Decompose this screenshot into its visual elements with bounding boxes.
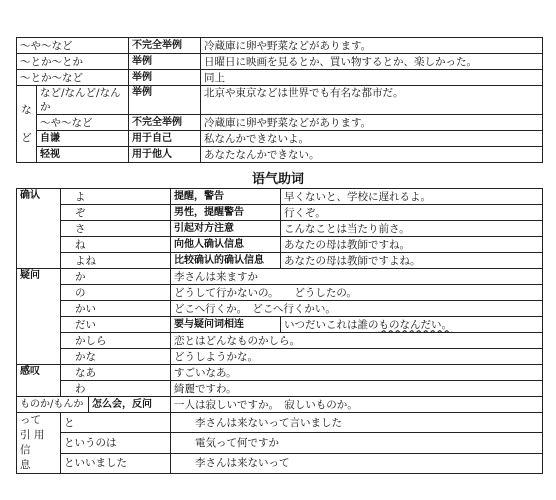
particle-cell: ね <box>61 237 171 253</box>
particle-cell: といいました <box>61 453 171 473</box>
particle-cell: かな <box>61 349 171 365</box>
pattern-cell: 〜とか〜など <box>17 70 129 86</box>
pattern-cell: 〜や〜など <box>17 38 129 54</box>
example-cell: あなたなんかできない。 <box>201 147 543 163</box>
table-row <box>17 54 543 70</box>
usage-cell: 比较确认的确认信息 <box>171 253 281 269</box>
example-cell: 李さんは来ないって言いました <box>171 413 543 433</box>
group-label-question: 疑问 <box>17 269 61 365</box>
table-row <box>17 433 543 453</box>
particle-cell: だい <box>61 317 171 333</box>
example-cell: 李さんは来ますか <box>171 269 543 285</box>
particle-cell: と <box>61 413 171 433</box>
particle-cell: よ <box>61 189 171 205</box>
table-row <box>17 365 543 381</box>
table-row <box>17 333 543 349</box>
particle-table-lower <box>16 188 543 474</box>
table-row <box>17 285 543 301</box>
particle-cell: かしら <box>61 333 171 349</box>
example-plain: いつだいこれは誰の <box>284 318 379 331</box>
table-row <box>17 147 543 163</box>
example-cell: 李さんは来ないって <box>171 453 543 473</box>
table-row <box>17 453 543 473</box>
example-cell: どこへ行くか。 どこへ行くかい。 <box>171 301 543 317</box>
example-cell: すごいなあ。 <box>171 365 543 381</box>
particle-cell: の <box>61 285 171 301</box>
usage-cell: 要与疑问词相连 <box>171 317 281 333</box>
example-cell: 行くぞ。 <box>281 205 543 221</box>
table-row <box>17 70 543 86</box>
particle-table-upper <box>16 37 543 163</box>
usage-cell: 举例 <box>129 54 201 70</box>
particle-cell: よね <box>61 253 171 269</box>
section-title: 语气助词 <box>251 172 304 187</box>
example-cell: 同上 <box>201 70 543 86</box>
table-row <box>17 381 543 397</box>
pattern-cell: 〜や〜など <box>37 115 129 131</box>
table-row <box>17 317 543 333</box>
example-cell: 一人は寂しいですか。 寂しいものか。 <box>171 397 543 413</box>
particle-cell: わ <box>61 381 171 397</box>
table-row <box>17 115 543 131</box>
table-row <box>17 205 543 221</box>
pattern-cell: ものか/もんか <box>17 397 89 413</box>
example-cell: あなたの母は教師ですね。 <box>281 237 543 253</box>
table-row <box>17 397 543 413</box>
example-cell: どうして行かないの。 どうしたの。 <box>171 285 543 301</box>
example-cell: どうしようかな。 <box>171 349 543 365</box>
usage-cell: 男性，提醒警告 <box>171 205 281 221</box>
table-row <box>17 221 543 237</box>
table-row <box>17 269 543 285</box>
nado-label-top: な <box>21 104 32 116</box>
usage-cell: 向他人确认信息 <box>171 237 281 253</box>
example-cell: 日曜日に映画を見るとか、買い物するとか、楽しかった。 <box>201 54 543 70</box>
example-cell: 冷蔵庫に卵や野菜などがあります。 <box>201 115 543 131</box>
particle-cell: というのは <box>61 433 171 453</box>
usage-cell: 用于他人 <box>129 147 201 163</box>
example-cell: こんなことは当たり前さ。 <box>281 221 543 237</box>
example-cell: 電気って何ですか <box>171 433 543 453</box>
group-label-quote: って 引 用 信 息 <box>17 413 61 474</box>
table-row <box>17 189 543 205</box>
example-cell: 北京や東京などは世界でも有名な都市だ。 <box>201 86 543 115</box>
table-row <box>17 86 543 115</box>
table-row <box>17 237 543 253</box>
pattern-cell: など/なんど/なんか <box>37 86 129 115</box>
usage-cell: 不完全举例 <box>129 115 201 131</box>
particle-cell: なあ <box>61 365 171 381</box>
example-cell: 冷蔵庫に卵や野菜などがあります。 <box>201 38 543 54</box>
usage-cell: 用于自己 <box>129 131 201 147</box>
pattern-cell: 轻视 <box>37 147 129 163</box>
usage-cell: 举例 <box>129 70 201 86</box>
example-cell: 恋とはどんなものかしら。 <box>171 333 543 349</box>
example-cell: あなたの母は教師ですよね。 <box>281 253 543 269</box>
example-cell: 私なんかできないよ。 <box>201 131 543 147</box>
usage-cell: 引起对方注意 <box>171 221 281 237</box>
usage-cell: 怎么会，反问 <box>89 397 171 413</box>
pattern-cell: 〜とか〜とか <box>17 54 129 70</box>
usage-cell: 不完全举例 <box>129 38 201 54</box>
usage-cell: 提醒，警告 <box>171 189 281 205</box>
example-cell: 早くないと、学校に遅れるよ。 <box>281 189 543 205</box>
particle-cell: さ <box>61 221 171 237</box>
table-row <box>17 38 543 54</box>
table-row <box>17 131 543 147</box>
particle-cell: か <box>61 269 171 285</box>
example-cell <box>281 317 543 333</box>
example-cell: 綺麗ですわ。 <box>171 381 543 397</box>
example-wavy: ものなんだい。 <box>378 318 452 331</box>
table-row <box>17 349 543 365</box>
nado-group-label <box>17 86 37 163</box>
group-label-confirm: 确认 <box>17 189 61 269</box>
particle-cell: かい <box>61 301 171 317</box>
particle-cell: ぞ <box>61 205 171 221</box>
group-label-exclaim: 感叹 <box>17 365 61 397</box>
pattern-cell: 自谦 <box>37 131 129 147</box>
table-row <box>17 413 543 433</box>
usage-cell: 举例 <box>129 86 201 115</box>
table-row <box>17 253 543 269</box>
nado-label-bottom: ど <box>21 132 32 144</box>
table-row <box>17 301 543 317</box>
